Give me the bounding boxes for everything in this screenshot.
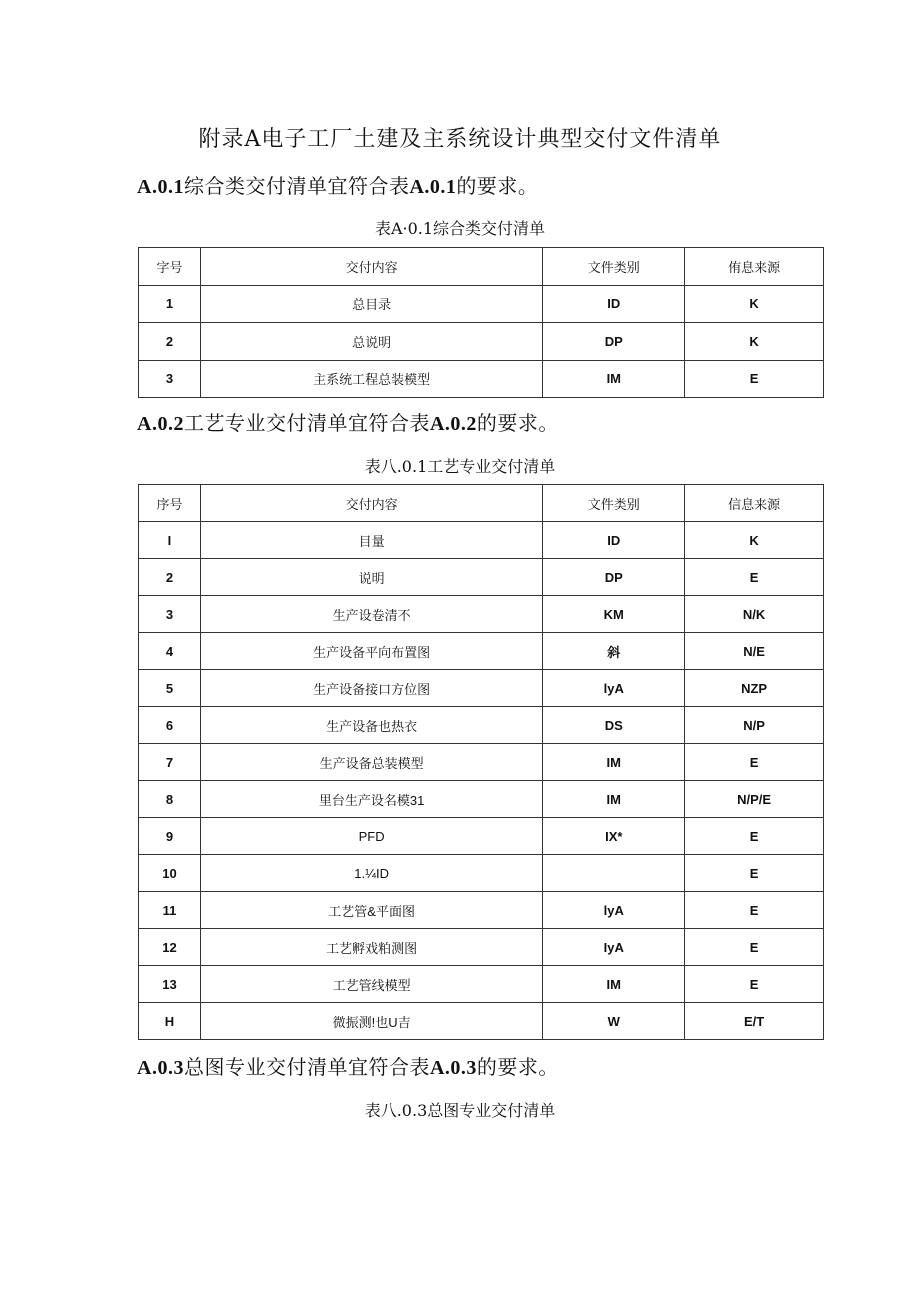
file-type-cell: DP xyxy=(543,323,685,361)
row-number-cell: H xyxy=(139,1003,201,1040)
info-source-cell: E xyxy=(685,929,824,966)
table-row xyxy=(139,596,824,633)
table-caption-a02: 表八.0.1工艺专业交付清单 xyxy=(364,457,556,476)
row-number-cell: 12 xyxy=(139,929,201,966)
info-source-cell: N/E xyxy=(685,633,824,670)
info-source-cell: K xyxy=(685,285,824,323)
file-type-cell: IX* xyxy=(543,818,685,855)
column-header: 侑息来源 xyxy=(685,248,824,286)
file-type-cell: IM xyxy=(543,360,685,398)
info-source-cell: N/K xyxy=(685,596,824,633)
row-number-cell: 2 xyxy=(139,559,201,596)
table-header-row xyxy=(139,485,824,522)
deliverable-cell: 说明 xyxy=(200,559,542,596)
clause-tail: 的要求。 xyxy=(476,1055,559,1079)
file-type-cell: W xyxy=(543,1003,685,1040)
table-row xyxy=(139,818,824,855)
table-row xyxy=(139,323,824,361)
file-type-cell: lyA xyxy=(543,670,685,707)
deliverable-cell: 1.¼ID xyxy=(200,855,542,892)
row-number-cell: 5 xyxy=(139,670,201,707)
table-a02 xyxy=(138,484,824,1040)
clause-number: A.0.2 xyxy=(137,413,184,435)
row-number-cell: 3 xyxy=(139,596,201,633)
table-row xyxy=(139,559,824,596)
info-source-cell: E/T xyxy=(685,1003,824,1040)
clause-text: 综合类交付清单宜符合表 xyxy=(183,174,410,198)
row-number-cell: 3 xyxy=(139,360,201,398)
deliverable-cell: PFD xyxy=(200,818,542,855)
row-number-cell: 8 xyxy=(139,781,201,818)
clause-a01 xyxy=(137,170,538,199)
clause-a02 xyxy=(137,407,559,436)
file-type-cell: KM xyxy=(543,596,685,633)
table-row xyxy=(139,633,824,670)
info-source-cell: E xyxy=(685,360,824,398)
row-number-cell: 7 xyxy=(139,744,201,781)
column-header: 信息来源 xyxy=(685,485,824,522)
row-number-cell: 1 xyxy=(139,285,201,323)
row-number-cell: 11 xyxy=(139,892,201,929)
table-caption-a03: 表八.0.3总图专业交付清单 xyxy=(364,1101,556,1120)
deliverable-cell: 生产设备接口方位图 xyxy=(200,670,542,707)
deliverable-cell: 目量 xyxy=(200,522,542,559)
file-type-cell: IyA xyxy=(543,929,685,966)
deliverable-cell: 里台生产设名模31 xyxy=(200,781,542,818)
table-row xyxy=(139,707,824,744)
table-row xyxy=(139,360,824,398)
column-header: 字号 xyxy=(139,248,201,286)
deliverable-cell: 工艺管线模型 xyxy=(200,966,542,1003)
info-source-cell: E xyxy=(685,744,824,781)
row-number-cell: 9 xyxy=(139,818,201,855)
deliverable-cell: 总说明 xyxy=(200,323,542,361)
table-row xyxy=(139,929,824,966)
clause-text: 总图专业交付清单宜符合表 xyxy=(183,1055,430,1079)
info-source-cell: E xyxy=(685,855,824,892)
table-row xyxy=(139,670,824,707)
column-header: 文件类别 xyxy=(543,248,685,286)
row-number-cell: I xyxy=(139,522,201,559)
info-source-cell: E xyxy=(685,892,824,929)
deliverable-cell: 生产设卷清不 xyxy=(200,596,542,633)
deliverable-cell: 工艺孵戏粕测图 xyxy=(200,929,542,966)
deliverable-cell: 主系统工程总装模型 xyxy=(200,360,542,398)
deliverable-cell: 生产设备总装模型 xyxy=(200,744,542,781)
row-number-cell: 6 xyxy=(139,707,201,744)
row-number-cell: 13 xyxy=(139,966,201,1003)
table-caption-a01: 表A·0.1综合类交付清单 xyxy=(374,219,546,238)
table-row xyxy=(139,966,824,1003)
file-type-cell: IM xyxy=(543,781,685,818)
info-source-cell: E xyxy=(685,966,824,1003)
file-type-cell: ID xyxy=(543,285,685,323)
file-type-cell: IM xyxy=(543,744,685,781)
table-row xyxy=(139,522,824,559)
deliverable-cell: 微振测!也U吉 xyxy=(200,1003,542,1040)
deliverable-cell: 生产设备也热衣 xyxy=(200,707,542,744)
column-header: 交付内容 xyxy=(200,485,542,522)
clause-number: A.0.1 xyxy=(137,176,184,198)
deliverable-cell: 生产设备平向布置图 xyxy=(200,633,542,670)
clause-a03 xyxy=(137,1051,559,1080)
table-row xyxy=(139,892,824,929)
info-source-cell: E xyxy=(685,818,824,855)
file-type-cell: DP xyxy=(543,559,685,596)
row-number-cell: 10 xyxy=(139,855,201,892)
table-row xyxy=(139,744,824,781)
file-type-cell: lyA xyxy=(543,892,685,929)
table-a01 xyxy=(138,247,824,398)
info-source-cell: N/P/E xyxy=(685,781,824,818)
file-type-cell: DS xyxy=(543,707,685,744)
clause-number: A.0.3 xyxy=(137,1057,184,1079)
clause-tail: 的要求。 xyxy=(456,174,539,198)
appendix-title: 附录A电子工厂土建及主系统设计典型交付文件清单 xyxy=(198,127,722,152)
deliverable-cell: 工艺管&平面图 xyxy=(200,892,542,929)
row-number-cell: 2 xyxy=(139,323,201,361)
file-type-cell: ID xyxy=(543,522,685,559)
clause-text: 工艺专业交付清单宜符合表 xyxy=(183,411,430,435)
table-header-row xyxy=(139,248,824,286)
file-type-cell: 斜 xyxy=(543,633,685,670)
file-type-cell xyxy=(543,855,685,892)
info-source-cell: K xyxy=(685,522,824,559)
clause-table-ref: A.0.3 xyxy=(429,1057,477,1079)
row-number-cell: 4 xyxy=(139,633,201,670)
column-header: 交付内容 xyxy=(200,248,542,286)
info-source-cell: NZP xyxy=(685,670,824,707)
info-source-cell: K xyxy=(685,323,824,361)
table-row xyxy=(139,285,824,323)
table-row xyxy=(139,1003,824,1040)
deliverable-cell: 总目录 xyxy=(200,285,542,323)
file-type-cell: IM xyxy=(543,966,685,1003)
info-source-cell: E xyxy=(685,559,824,596)
clause-table-ref: A.0.1 xyxy=(409,176,457,198)
info-source-cell: N/P xyxy=(685,707,824,744)
column-header: 序号 xyxy=(139,485,201,522)
column-header: 文件类别 xyxy=(543,485,685,522)
table-row xyxy=(139,781,824,818)
clause-tail: 的要求。 xyxy=(476,411,559,435)
clause-table-ref: A.0.2 xyxy=(429,413,477,435)
table-row xyxy=(139,855,824,892)
